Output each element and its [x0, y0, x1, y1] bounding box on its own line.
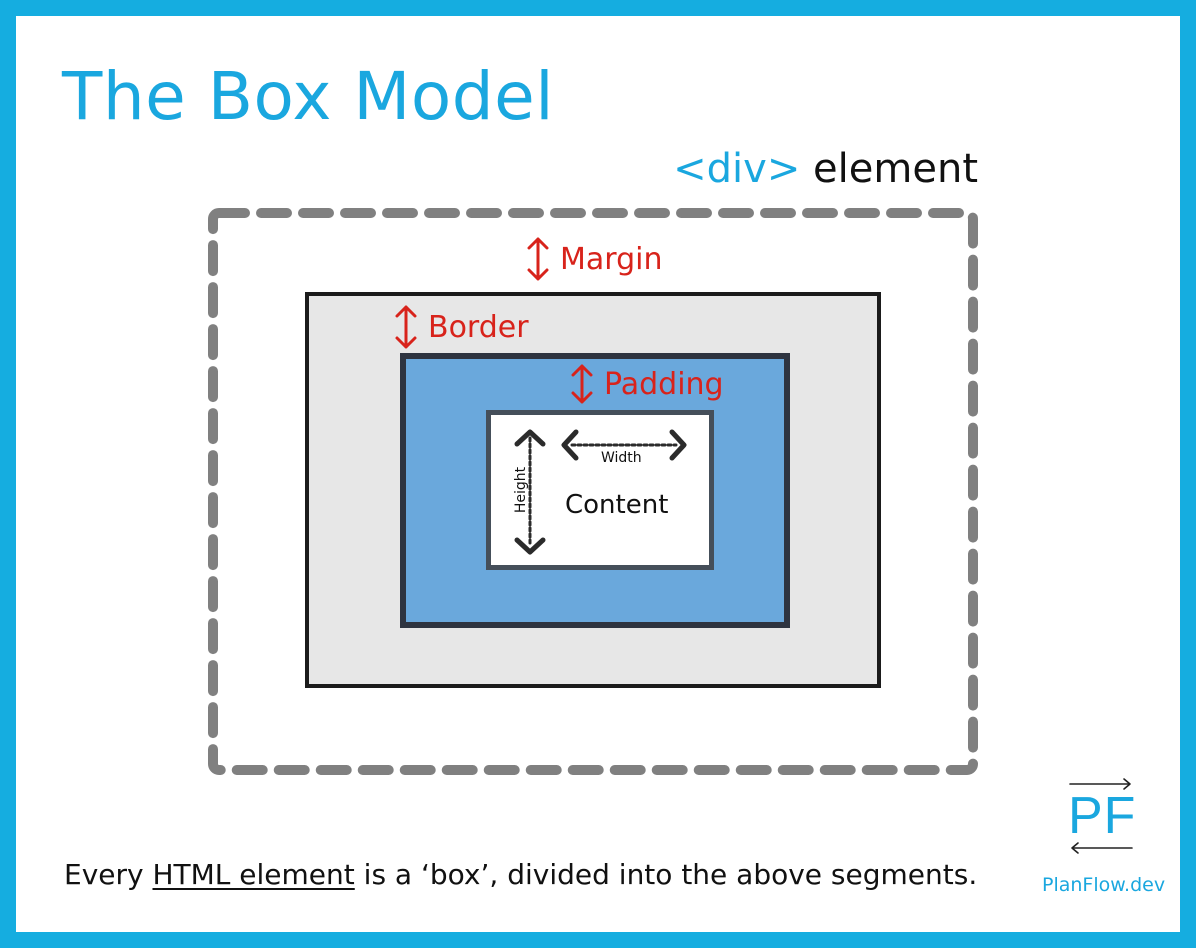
caption-after: is a ‘box’, divided into the above segments. [354, 858, 978, 891]
height-label: Height [513, 466, 530, 514]
padding-text: Padding [604, 366, 724, 402]
site-name: PlanFlow.dev [1042, 874, 1166, 896]
caption [64, 858, 977, 891]
logo-letters: PF [1068, 787, 1137, 845]
margin-text: Margin [560, 241, 663, 277]
div-tag: <div> [673, 146, 801, 192]
border-text: Border [428, 309, 529, 345]
width-label: Width [601, 450, 642, 466]
element-word: element [800, 146, 978, 192]
caption-html-element: HTML element [152, 858, 355, 891]
caption-before: Every [64, 858, 153, 891]
page-title: The Box Model [62, 58, 555, 135]
content-label: Content [565, 490, 669, 520]
